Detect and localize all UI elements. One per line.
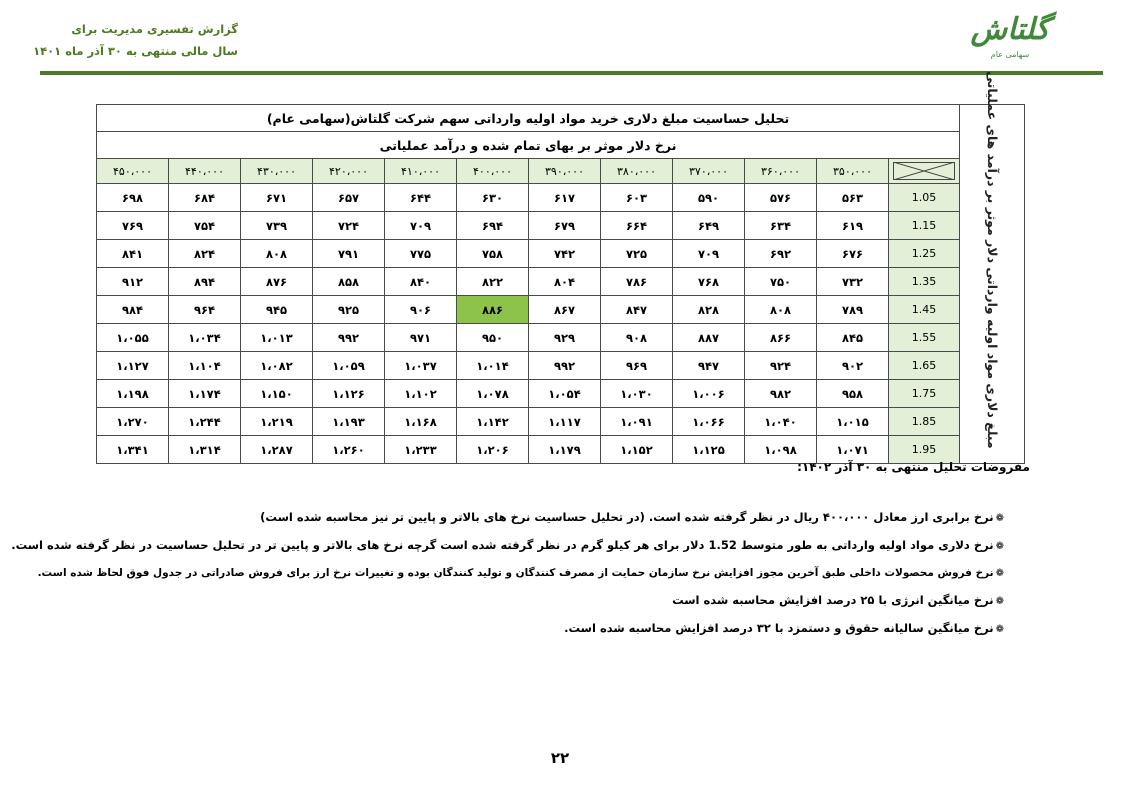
column-header: ۳۷۰،۰۰۰ bbox=[673, 159, 745, 184]
table-cell: ۶۱۹ bbox=[817, 212, 889, 240]
logo-text: گلتاش bbox=[970, 12, 1050, 47]
assumption-item bbox=[37, 560, 1004, 587]
table-cell: ۵۶۳ bbox=[817, 184, 889, 212]
row-header-rate: 1.25 bbox=[889, 240, 960, 268]
table-cell: ۷۸۹ bbox=[817, 296, 889, 324]
report-title-line2: سال مالی منتهی به ۳۰ آذر ماه ۱۴۰۱ bbox=[33, 44, 238, 58]
table-cell: ۱،۱۹۳ bbox=[313, 408, 385, 436]
column-header: ۳۵۰،۰۰۰ bbox=[817, 159, 889, 184]
row-axis-text: مبلغ دلاری مواد اولیه وارداتی دلار موثر بر درآمد های عملیاتی bbox=[985, 71, 1000, 449]
table-cell: ۷۳۲ bbox=[817, 268, 889, 296]
table-title: تحلیل حساسیت مبلغ دلاری خرید مواد اولیه وارداتی سهم شرکت گلتاش(سهامی عام) bbox=[97, 105, 960, 132]
table-cell: ۸۵۸ bbox=[313, 268, 385, 296]
assumption-item bbox=[44, 615, 1004, 643]
table-cell: ۶۷۹ bbox=[529, 212, 601, 240]
bullet-icon: ❁ bbox=[995, 568, 1004, 579]
table-cell: ۶۷۶ bbox=[817, 240, 889, 268]
table-row bbox=[97, 296, 1025, 324]
table-cell: ۸۴۰ bbox=[385, 268, 457, 296]
table-cell: ۱،۰۷۱ bbox=[817, 436, 889, 464]
table-cell: ۱،۱۵۰ bbox=[241, 380, 313, 408]
table-cell: ۱،۰۵۵ bbox=[97, 324, 169, 352]
column-header: ۴۱۰،۰۰۰ bbox=[385, 159, 457, 184]
table-cell: ۶۹۲ bbox=[745, 240, 817, 268]
assumption-text: نرخ برابری ارز معادل ۴۰۰،۰۰۰ ریال در نظر گرفته شده است. (در تحلیل حساسیت نرخ های بالاتر و پایین تر نیز محاسبه شده است) bbox=[260, 510, 994, 524]
table-cell: ۱،۱۱۷ bbox=[529, 408, 601, 436]
row-header-rate: 1.85 bbox=[889, 408, 960, 436]
bullet-icon: ❁ bbox=[995, 624, 1004, 635]
page-number: ۲۲ bbox=[550, 749, 570, 767]
column-header: ۴۵۰،۰۰۰ bbox=[97, 159, 169, 184]
table-cell: ۷۲۴ bbox=[313, 212, 385, 240]
table-cell: ۶۶۴ bbox=[601, 212, 673, 240]
table-cell: ۶۳۴ bbox=[745, 212, 817, 240]
table-cell: ۹۰۶ bbox=[385, 296, 457, 324]
table-cell: ۹۹۲ bbox=[529, 352, 601, 380]
table-cell: ۹۱۲ bbox=[97, 268, 169, 296]
table-cell: ۶۹۸ bbox=[97, 184, 169, 212]
table-cell: ۹۵۸ bbox=[817, 380, 889, 408]
table-cell: ۱،۲۸۷ bbox=[241, 436, 313, 464]
sensitivity-table-container bbox=[96, 71, 1025, 464]
table-cell: ۱،۱۲۶ bbox=[313, 380, 385, 408]
table-cell: ۹۸۲ bbox=[745, 380, 817, 408]
table-cell: ۱،۱۰۴ bbox=[169, 352, 241, 380]
assumption-item bbox=[44, 587, 1004, 615]
table-cell: ۶۹۴ bbox=[457, 212, 529, 240]
table-cell: ۱،۱۲۷ bbox=[97, 352, 169, 380]
table-cell: ۱،۰۵۴ bbox=[529, 380, 601, 408]
table-cell: ۸۲۸ bbox=[673, 296, 745, 324]
table-cell: ۵۹۰ bbox=[673, 184, 745, 212]
table-cell: ۸۲۲ bbox=[457, 268, 529, 296]
table-cell: ۷۳۹ bbox=[241, 212, 313, 240]
table-cell: ۱،۰۶۶ bbox=[673, 408, 745, 436]
table-cell: ۱،۱۹۸ bbox=[97, 380, 169, 408]
table-cell: ۷۶۸ bbox=[673, 268, 745, 296]
table-cell: ۷۹۱ bbox=[313, 240, 385, 268]
column-header: ۴۲۰،۰۰۰ bbox=[313, 159, 385, 184]
table-cell: ۹۰۸ bbox=[601, 324, 673, 352]
table-cell: ۱،۰۸۲ bbox=[241, 352, 313, 380]
table-cell: ۱،۳۴۱ bbox=[97, 436, 169, 464]
table-cell: ۶۰۳ bbox=[601, 184, 673, 212]
table-cell: ۱،۰۳۴ bbox=[169, 324, 241, 352]
column-header: ۳۸۰،۰۰۰ bbox=[601, 159, 673, 184]
row-header-rate: 1.15 bbox=[889, 212, 960, 240]
assumption-item bbox=[44, 504, 1004, 532]
corner-cell bbox=[889, 159, 960, 184]
corner-diagonal-icon bbox=[893, 162, 955, 180]
company-logo bbox=[935, 12, 1085, 67]
table-cell: ۹۶۴ bbox=[169, 296, 241, 324]
column-header: ۴۴۰،۰۰۰ bbox=[169, 159, 241, 184]
table-cell: ۹۷۱ bbox=[385, 324, 457, 352]
page-header bbox=[0, 0, 1122, 80]
table-cell: ۶۵۷ bbox=[313, 184, 385, 212]
table-cell: ۱،۰۱۵ bbox=[817, 408, 889, 436]
table-cell: ۸۰۴ bbox=[529, 268, 601, 296]
table-cell: ۸۲۴ bbox=[169, 240, 241, 268]
column-header: ۳۹۰،۰۰۰ bbox=[529, 159, 601, 184]
assumption-text: نرخ فروش محصولات داخلی طبق آخرین مجوز افزایش نرخ سازمان حمایت از مصرف کنندگان و تولید کنندگان بوده و تغییرات نرخ ارز برای فروش صادراتی در جدول فوق لحاظ شده است. bbox=[37, 567, 994, 579]
table-cell: ۸۰۸ bbox=[745, 296, 817, 324]
row-header-rate: 1.75 bbox=[889, 380, 960, 408]
table-cell: ۱،۲۴۴ bbox=[169, 408, 241, 436]
assumption-text: نرخ دلاری مواد اولیه وارداتی به طور متوسط 1.52 دلار برای هر کیلو گرم در نظر گرفته شده است گرچه نرخ های بالاتر و پایین تر در تحلیل حساسیت در نظر گرفته شده است. bbox=[11, 538, 994, 552]
table-row bbox=[97, 352, 1025, 380]
table-cell: ۷۵۴ bbox=[169, 212, 241, 240]
table-cell: ۹۵۰ bbox=[457, 324, 529, 352]
bullet-icon: ❁ bbox=[995, 513, 1004, 524]
table-cell: ۶۴۴ bbox=[385, 184, 457, 212]
table-cell: ۱،۰۳۰ bbox=[601, 380, 673, 408]
report-title bbox=[33, 18, 238, 62]
column-header: ۳۶۰،۰۰۰ bbox=[745, 159, 817, 184]
table-cell: ۸۰۸ bbox=[241, 240, 313, 268]
table-cell: ۱،۱۴۲ bbox=[457, 408, 529, 436]
bullet-icon: ❁ bbox=[995, 541, 1004, 552]
table-cell: ۵۷۶ bbox=[745, 184, 817, 212]
column-axis-row bbox=[97, 132, 1025, 159]
table-cell: ۸۴۷ bbox=[601, 296, 673, 324]
table-row bbox=[97, 408, 1025, 436]
table-cell: ۱،۳۱۴ bbox=[169, 436, 241, 464]
row-header-rate: 1.65 bbox=[889, 352, 960, 380]
table-cell: ۷۰۹ bbox=[385, 212, 457, 240]
row-header-rate: 1.05 bbox=[889, 184, 960, 212]
row-header-rate: 1.35 bbox=[889, 268, 960, 296]
table-cell: ۱،۰۱۴ bbox=[457, 352, 529, 380]
table-cell: ۷۰۹ bbox=[673, 240, 745, 268]
row-axis-label bbox=[960, 71, 1025, 464]
table-cell: ۱،۱۰۲ bbox=[385, 380, 457, 408]
header-divider bbox=[40, 71, 1103, 75]
row-header-rate: 1.95 bbox=[889, 436, 960, 464]
table-cell: ۷۴۲ bbox=[529, 240, 601, 268]
table-cell: ۱،۰۹۸ bbox=[745, 436, 817, 464]
report-title-line1: گزارش تفسیری مدیریت برای bbox=[71, 22, 238, 36]
table-row bbox=[97, 212, 1025, 240]
table-cell: ۷۵۸ bbox=[457, 240, 529, 268]
assumption-text: نرخ میانگین انرژی با ۲۵ درصد افزایش محاسبه شده است bbox=[672, 593, 994, 607]
table-cell: ۸۶۶ bbox=[745, 324, 817, 352]
table-cell: ۹۲۵ bbox=[313, 296, 385, 324]
table-cell: ۱،۰۰۶ bbox=[673, 380, 745, 408]
table-cell: ۸۷۶ bbox=[241, 268, 313, 296]
table-title-row bbox=[97, 105, 1025, 132]
table-cell: ۱،۲۳۳ bbox=[385, 436, 457, 464]
table-cell: ۹۲۹ bbox=[529, 324, 601, 352]
table-cell: ۱،۰۴۰ bbox=[745, 408, 817, 436]
table-cell: ۱،۰۵۹ bbox=[313, 352, 385, 380]
column-header: ۴۳۰،۰۰۰ bbox=[241, 159, 313, 184]
table-cell: ۶۱۷ bbox=[529, 184, 601, 212]
table-cell: ۱،۲۶۰ bbox=[313, 436, 385, 464]
table-cell: ۸۶۷ bbox=[529, 296, 601, 324]
assumptions-list bbox=[11, 504, 1004, 643]
table-cell: ۸۸۷ bbox=[673, 324, 745, 352]
table-cell: ۱،۱۷۹ bbox=[529, 436, 601, 464]
table-row bbox=[97, 324, 1025, 352]
table-cell: ۶۴۹ bbox=[673, 212, 745, 240]
table-cell: ۸۹۴ bbox=[169, 268, 241, 296]
row-header-rate: 1.45 bbox=[889, 296, 960, 324]
table-row bbox=[97, 184, 1025, 212]
table-cell: ۹۹۲ bbox=[313, 324, 385, 352]
table-cell: ۱،۲۱۹ bbox=[241, 408, 313, 436]
table-cell: ۱،۱۵۲ bbox=[601, 436, 673, 464]
row-header-rate: 1.55 bbox=[889, 324, 960, 352]
table-cell: ۷۲۵ bbox=[601, 240, 673, 268]
highlighted-cell: ۸۸۶ bbox=[457, 296, 529, 324]
bullet-icon: ❁ bbox=[995, 596, 1004, 607]
table-cell: ۷۸۶ bbox=[601, 268, 673, 296]
table-cell: ۹۲۴ bbox=[745, 352, 817, 380]
table-cell: ۸۴۵ bbox=[817, 324, 889, 352]
table-cell: ۷۵۰ bbox=[745, 268, 817, 296]
table-cell: ۶۷۱ bbox=[241, 184, 313, 212]
assumptions-title: مفروضات تحلیل منتهی به ۳۰ آذر ۱۴۰۲: bbox=[797, 460, 1030, 474]
table-cell: ۱،۲۰۶ bbox=[457, 436, 529, 464]
column-header: ۴۰۰،۰۰۰ bbox=[457, 159, 529, 184]
sensitivity-table bbox=[96, 71, 1025, 464]
table-cell: ۹۰۲ bbox=[817, 352, 889, 380]
table-cell: ۱،۱۲۵ bbox=[673, 436, 745, 464]
table-cell: ۸۴۱ bbox=[97, 240, 169, 268]
table-cell: ۱،۰۳۷ bbox=[385, 352, 457, 380]
table-cell: ۱،۱۶۸ bbox=[385, 408, 457, 436]
table-row bbox=[97, 240, 1025, 268]
table-row bbox=[97, 380, 1025, 408]
assumption-item bbox=[11, 532, 1004, 560]
table-row bbox=[97, 268, 1025, 296]
table-cell: ۹۴۷ bbox=[673, 352, 745, 380]
table-cell: ۶۸۴ bbox=[169, 184, 241, 212]
logo-subtext: سهامی عام bbox=[990, 50, 1030, 59]
table-cell: ۶۳۰ bbox=[457, 184, 529, 212]
table-cell: ۱،۰۹۱ bbox=[601, 408, 673, 436]
table-cell: ۱،۱۷۴ bbox=[169, 380, 241, 408]
assumption-text: نرخ میانگین سالیانه حقوق و دستمزد با ۳۲ درصد افزایش محاسبه شده است. bbox=[564, 621, 994, 635]
column-axis-title: نرخ دلار موثر بر بهای تمام شده و درآمد عملیاتی bbox=[97, 132, 960, 159]
table-cell: ۹۶۹ bbox=[601, 352, 673, 380]
table-cell: ۷۷۵ bbox=[385, 240, 457, 268]
table-cell: ۱،۰۱۳ bbox=[241, 324, 313, 352]
column-header-row bbox=[97, 159, 1025, 184]
table-cell: ۱،۰۷۸ bbox=[457, 380, 529, 408]
table-cell: ۹۸۴ bbox=[97, 296, 169, 324]
table-cell: ۹۴۵ bbox=[241, 296, 313, 324]
table-cell: ۷۶۹ bbox=[97, 212, 169, 240]
table-cell: ۱،۲۷۰ bbox=[97, 408, 169, 436]
